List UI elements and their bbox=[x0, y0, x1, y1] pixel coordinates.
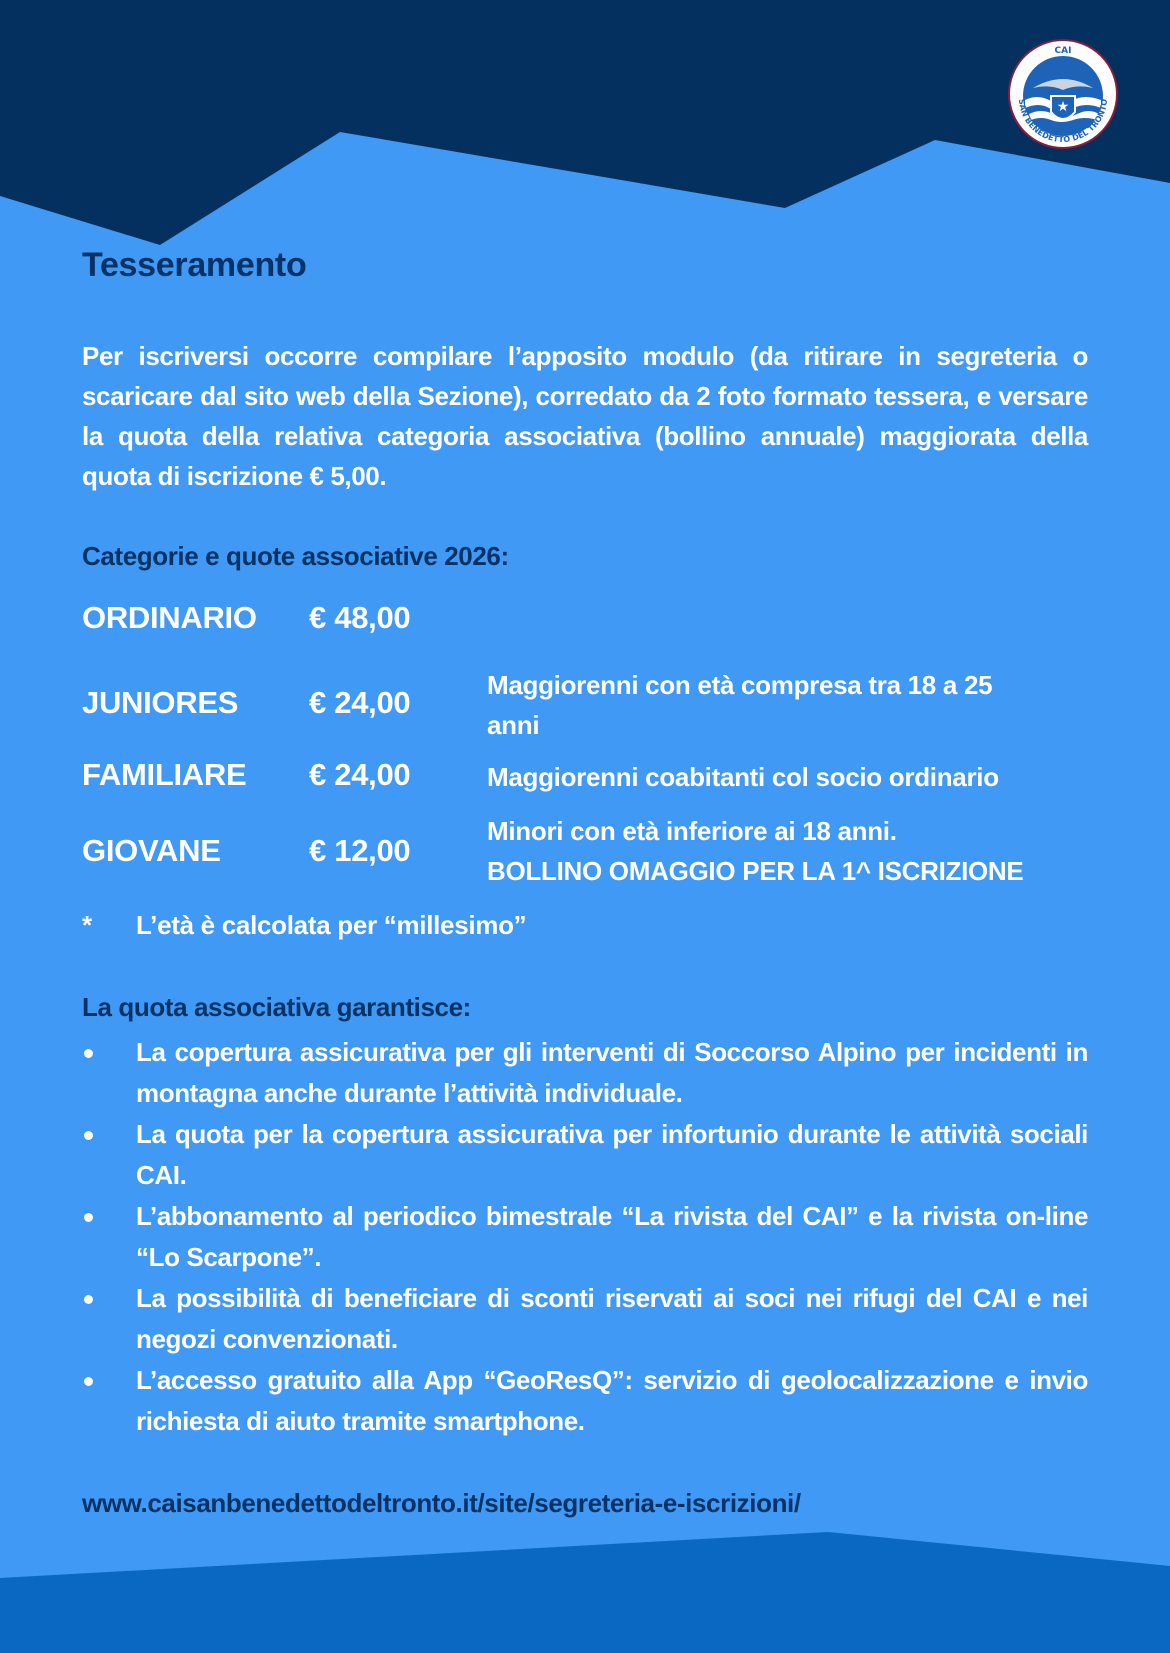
category-description bbox=[487, 665, 1077, 745]
description-line: BOLLINO OMAGGIO PER LA 1^ ISCRIZIONE bbox=[487, 856, 1024, 886]
asterisk-marker: * bbox=[82, 910, 93, 940]
list-item bbox=[82, 1196, 1088, 1278]
list-item bbox=[82, 1114, 1088, 1196]
bullet-icon bbox=[84, 1049, 93, 1058]
list-item-text: La quota per la copertura assicurativa per infortunio durante le attività sociali CAI. bbox=[136, 1119, 1088, 1190]
logo-ring-text: SAN BENEDETTO DEL TRONTO bbox=[1016, 98, 1110, 145]
description-line: Maggiorenni coabitanti col socio ordinario bbox=[487, 762, 999, 792]
category-name: ORDINARIO bbox=[82, 600, 257, 635]
list-item-text: La copertura assicurativa per gli interventi di Soccorso Alpino per incidenti in montagna anche durante l’attività individuale. bbox=[136, 1037, 1088, 1108]
bottom-mountain-band bbox=[0, 1532, 1170, 1653]
page-title: Tesseramento bbox=[82, 246, 307, 284]
list-item bbox=[82, 1360, 1088, 1442]
category-price: € 48,00 bbox=[309, 600, 411, 635]
list-item-text: La possibilità di beneficiare di sconti riservati ai soci nei rifugi del CAI e nei negozi convenzionati. bbox=[136, 1283, 1088, 1354]
categories-heading: Categorie e quote associative 2026: bbox=[82, 541, 509, 571]
category-price: € 24,00 bbox=[309, 685, 411, 720]
category-name: FAMILIARE bbox=[82, 757, 247, 792]
bullet-icon bbox=[84, 1131, 93, 1140]
description-line: Maggiorenni con età compresa tra 18 a 25 bbox=[487, 670, 993, 700]
category-name: JUNIORES bbox=[82, 685, 239, 720]
category-description bbox=[487, 757, 1077, 797]
category-price: € 12,00 bbox=[309, 833, 411, 868]
top-mountain-band bbox=[0, 0, 1170, 245]
list-item-text: L’accesso gratuito alla App “GeoResQ”: servizio di geolocalizzazione e invio richiesta di aiuto tramite smartphone. bbox=[136, 1365, 1088, 1436]
bullet-icon bbox=[84, 1213, 93, 1222]
category-price: € 24,00 bbox=[309, 757, 411, 792]
bullet-icon bbox=[84, 1377, 93, 1386]
bullet-icon bbox=[84, 1295, 93, 1304]
website-link[interactable]: www.caisanbenedettodeltronto.it/site/segreteria-e-iscrizioni/ bbox=[82, 1488, 801, 1518]
guarantees-list bbox=[82, 1032, 1088, 1442]
list-item bbox=[82, 1278, 1088, 1360]
description-line: Minori con età inferiore ai 18 anni. bbox=[487, 816, 897, 846]
description-line: anni bbox=[487, 710, 540, 740]
list-item bbox=[82, 1032, 1088, 1114]
intro-paragraph: Per iscriversi occorre compilare l’apposito modulo (da ritirare in segreteria o scaricare dal sito web della Sezione), corredato da 2 foto formato tessera, e versare la quota della relativa categoria associativa (bollino annuale) maggiorata della quota di iscrizione € 5,00. bbox=[82, 341, 1088, 491]
cai-logo bbox=[1007, 38, 1119, 150]
guarantees-heading: La quota associativa garantisce: bbox=[82, 992, 471, 1022]
list-item-text: L’abbonamento al periodico bimestrale “La rivista del CAI” e la rivista on-line “Lo Scarpone”. bbox=[136, 1201, 1088, 1272]
cai-emblem-icon bbox=[1007, 38, 1119, 150]
category-name: GIOVANE bbox=[82, 833, 221, 868]
category-description bbox=[487, 811, 1077, 891]
svg-text:★: ★ bbox=[1056, 99, 1070, 115]
logo-top-text: CAI bbox=[1054, 46, 1072, 56]
note-text: L’età è calcolata per “millesimo” bbox=[136, 910, 527, 940]
